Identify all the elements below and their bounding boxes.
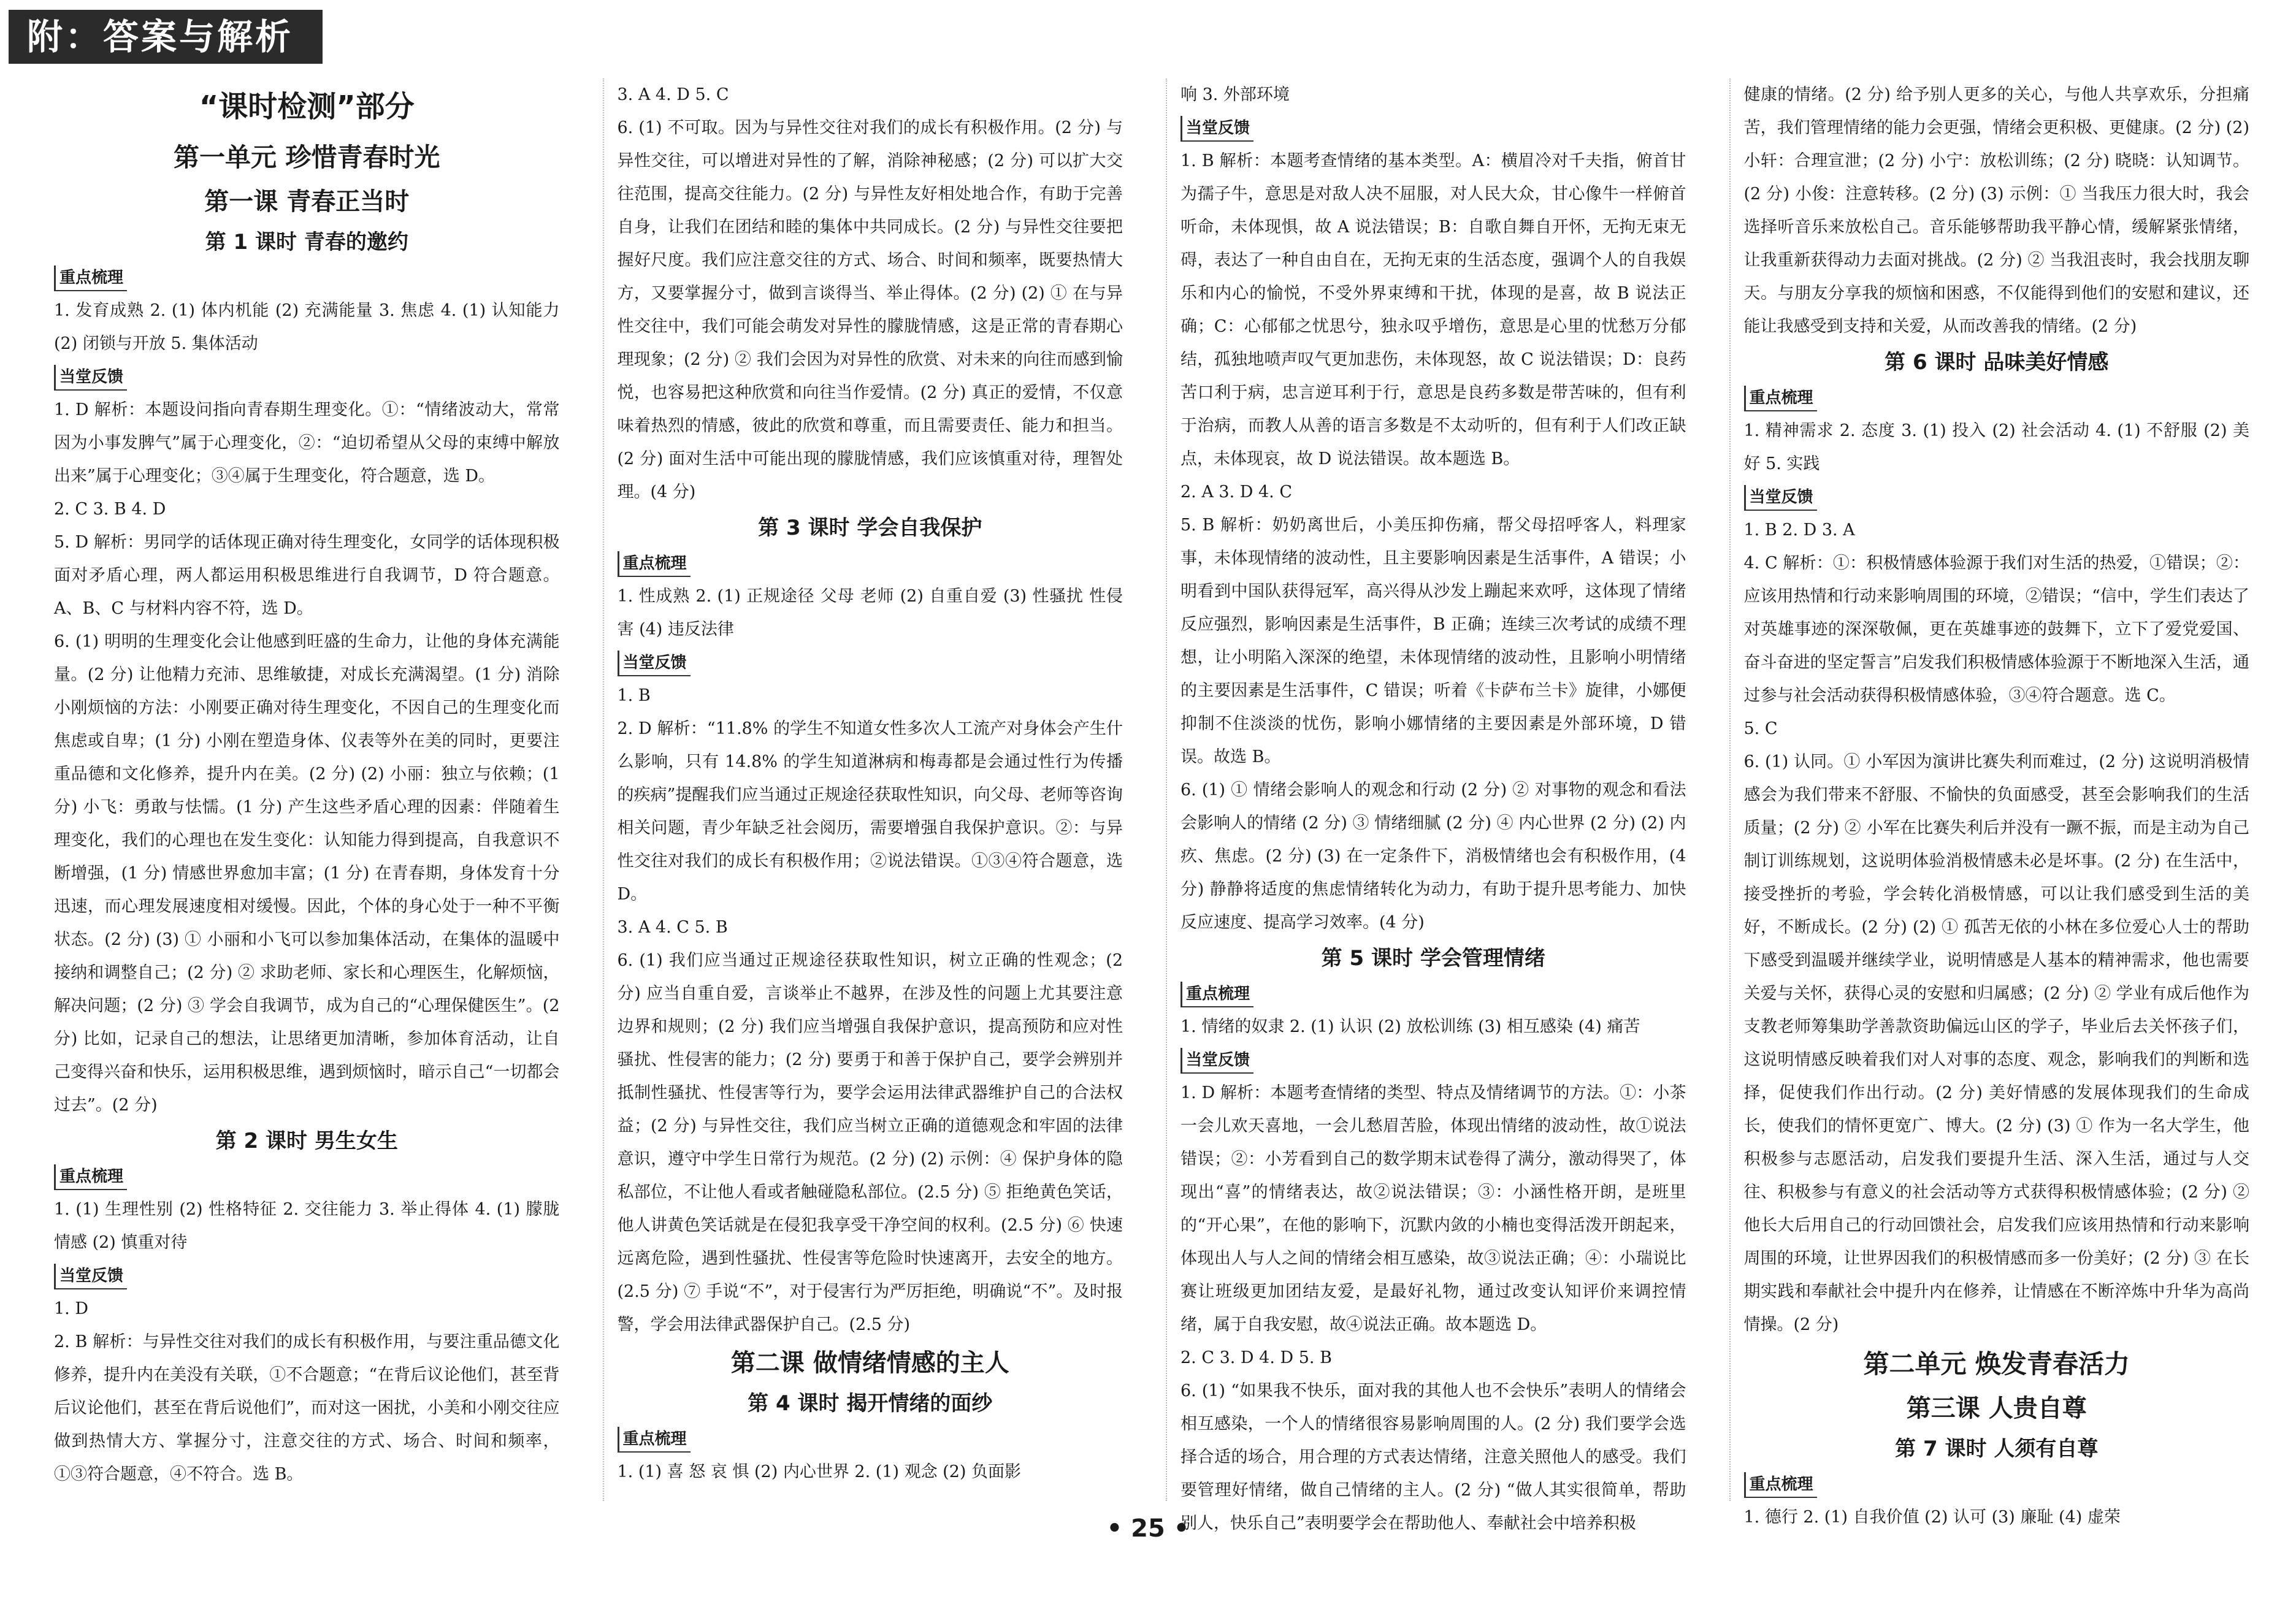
answer-paragraph: 6. (1) 不可取。因为与异性交往对我们的成长有积极作用。(2 分) 与异性交往，可以增进对异性的了解，消除神秘感；(2 分) 可以扩大交往范围，提高交往能力。(2 分) 与异性友好相处地合作，有助于完善自身，让我们在团结和睦的集体中共同成长。(2 分) 与异性交往要把握好尺度。我们应注意交往的方式、场合、时间和频率，既要热情大方，又要掌握分寸，做到言谈得当、举止得体。(2 分) (2) ① 在与异性交往中，我们可能会萌发对异性的朦胧情感，这是正常的青春期心理现象；(2 分) ② 我们会因为对异性的欣赏、对未来的向往而感到愉悦，也容易把这种欣赏和向往当作爱情。(2 分) 真正的爱情，不仅意味着热烈的情感，彼此的欣赏和尊重，而且需要责任、能力和担当。(2 分) 面对生活中可能出现的朦胧情感，我们应该慎重对待，理智处理。(4 分) bbox=[617, 118, 1123, 502]
lesson-heading: 第二课 做情绪情感的主人 bbox=[730, 1349, 1009, 1377]
section-label: 当堂反馈 bbox=[1181, 116, 1253, 142]
answer-paragraph: 3. A 4. C 5. B bbox=[617, 918, 728, 937]
section-label: 当堂反馈 bbox=[1744, 485, 1817, 511]
page-number: • 25 • bbox=[1106, 1514, 1190, 1543]
section-label: 当堂反馈 bbox=[54, 1264, 127, 1289]
answer-paragraph: 4. C 解析：①：积极情感体验源于我们对生活的热爱，①错误；②：应该用热情和行动来影响周围的环境，②错误；“信中，学生们表达了对英雄事迹的深深敬佩，更在英雄事迹的鼓舞下，立下了爱党爱国、奋斗奋进的坚定誓言”启发我们积极情感体验源于不断地深入生活，通过参与社会活动获得积极情感体验，③④符合题意。选 C。 bbox=[1743, 554, 2249, 705]
section-label: 当堂反馈 bbox=[1181, 1048, 1253, 1074]
section-label: 重点梳理 bbox=[1744, 1472, 1817, 1498]
answer-paragraph: 5. C bbox=[1743, 719, 1778, 738]
answer-paragraph: 2. B 解析：与异性交往对我们的成长有积极作用，与要注重品德文化修养，提升内在美没有关联，①不合题意；“在背后议论他们，甚至背后议论他们，甚至在背后说他们”，而对这一困扰，小美和小刚交往应做到热情大方、掌握分寸，注意交往的方式、场合、时间和频率，①③符合题意，④不符合。选 B。 bbox=[54, 1332, 560, 1484]
period-heading: 第 7 课时 人须有自尊 bbox=[1895, 1437, 2099, 1461]
answer-paragraph: 1. 性成熟 2. (1) 正规途径 父母 老师 (2) 自重自爱 (3) 性骚扰 性侵害 (4) 违反法律 bbox=[617, 587, 1123, 639]
period-heading: 第 4 课时 揭开情绪的面纱 bbox=[748, 1391, 993, 1416]
unit-heading: 第二单元 焕发青春活力 bbox=[1863, 1349, 2130, 1379]
answer-paragraph: 1. 德行 2. (1) 自我价值 (2) 认可 (3) 廉耻 (4) 虚荣 bbox=[1743, 1508, 2121, 1527]
section-label: 重点梳理 bbox=[1181, 982, 1253, 1007]
answer-paragraph: 2. A 3. D 4. C bbox=[1181, 483, 1292, 502]
period-heading: 第 2 课时 男生女生 bbox=[215, 1129, 398, 1153]
column-3 bbox=[1166, 78, 1686, 1533]
unit-heading: 第一单元 珍惜青春时光 bbox=[173, 142, 440, 172]
answer-paragraph: 1. D 解析：本题设问指向青春期生理变化。①：“情绪波动大，常常因为小事发脾气”属于心理变化，②：“迫切希望从父母的束缚中解放出来”属于心理变化；③④属于生理变化，符合题意，选 D。 bbox=[54, 400, 560, 486]
answer-paragraph: 5. B 解析：奶奶离世后，小美压抑伤痛，帮父母招呼客人，料理家事，未体现情绪的波动性，且主要影响因素是生活事件，A 错误；小明看到中国队获得冠军，高兴得从沙发上蹦起来欢呼，这体现了情绪反应强烈，影响因素是生活事件，B 正确；连续三次考试的成绩不理想，让小明陷入深深的绝望，未体现情绪的波动性，且影响小明情绪的主要因素是生活事件，C 错误；听着《卡萨布兰卡》旋律，小娜便抑制不住淡淡的忧伤，影响小娜情绪的主要因素是外部环境，D 错误。故选 B。 bbox=[1181, 516, 1686, 766]
answer-paragraph: 6. (1) ① 情绪会影响人的观念和行动 (2 分) ② 对事物的观念和看法会影响人的情绪 (2 分) ③ 情绪细腻 (2 分) ④ 内心世界 (2 分) (2) 内疚、焦虑。(2 分) (3) 在一定条件下，消极情绪也会有积极作用，(4 分) 静静将适度的焦虑情绪转化为动力，有助于提升思考能力、加快反应速度、提高学习效率。(4 分) bbox=[1181, 781, 1686, 932]
answers-banner: 附：答案与解析 bbox=[9, 10, 323, 64]
answer-paragraph: 1. (1) 喜 怒 哀 惧 (2) 内心世界 2. (1) 观念 (2) 负面影 bbox=[617, 1462, 1021, 1481]
answer-paragraph: 响 3. 外部环境 bbox=[1181, 85, 1290, 104]
lesson-heading: 第一课 青春正当时 bbox=[204, 188, 410, 216]
section-label: 重点梳理 bbox=[54, 1164, 127, 1190]
answer-paragraph: 3. A 4. D 5. C bbox=[617, 85, 729, 104]
section-label: 重点梳理 bbox=[1744, 386, 1817, 411]
answer-paragraph: 6. (1) “如果我不快乐，面对我的其他人也不会快乐”表明人的情绪会相互感染，一个人的情绪很容易影响周围的人。(2 分) 我们要学会选择合适的场合，用合理的方式表达情绪，注意关照他人的感受。我们要管理好情绪，做自己情绪的主人。(2 分) “做人其实很简单，帮助别人，快乐自己”表明要学会在帮助他人、奉献社会中培养积极 bbox=[1181, 1381, 1686, 1533]
period-heading: 第 5 课时 学会管理情绪 bbox=[1321, 946, 1545, 971]
answer-paragraph: 1. 发育成熟 2. (1) 体内机能 (2) 充满能量 3. 焦虑 4. (1) 认知能力 (2) 闭锁与开放 5. 集体活动 bbox=[54, 301, 560, 353]
period-heading: 第 6 课时 品味美好情感 bbox=[1885, 350, 2109, 375]
answer-paragraph: 1. 情绪的奴隶 2. (1) 认识 (2) 放松训练 (3) 相互感染 (4) 痛苦 bbox=[1181, 1017, 1640, 1036]
section-label: 当堂反馈 bbox=[54, 365, 127, 391]
answer-paragraph: 1. (1) 生理性别 (2) 性格特征 2. 交往能力 3. 举止得体 4. (1) 朦胧情感 (2) 慎重对待 bbox=[54, 1200, 560, 1252]
answer-page bbox=[54, 78, 2249, 1533]
answer-paragraph: 1. B 解析：本题考查情绪的基本类型。A：横眉冷对千夫指，俯首甘为孺子牛，意思是对敌人决不屈服，对人民大众，甘心像牛一样俯首听命，未体现惧，故 A 说法错误；B：自歌自舞自开怀，无拘无束无碍，表达了一种自由自在，无拘无束的生活态度，强调个人的自我娱乐和内心的愉悦，不受外界束缚和干扰，体现的是喜，故 B 说法正确；C：心郁郁之忧思兮，独永叹乎增伤，意思是心里的忧愁万分郁结，孤独地喷声叹气更加悲伤，未体现怒，故 C 说法错误；D：良药苦口利于病，忠言逆耳利于行，意思是良药多数是带苦味的，但有利于治病，而教人从善的语言多数是不太动听的，但有利于人们改正缺点，未体现哀，故 D 说法错误。故本题选 B。 bbox=[1181, 151, 1686, 468]
period-heading: 第 1 课时 青春的邀约 bbox=[205, 230, 408, 254]
answer-paragraph: 2. C 3. D 4. D 5. B bbox=[1181, 1348, 1332, 1367]
answer-paragraph: 1. D 解析：本题考查情绪的类型、特点及情绪调节的方法。①：小茶一会儿欢天喜地，一会儿愁眉苦脸，体现出情绪的波动性，故①说法错误；②：小芳看到自己的数学期末试卷得了满分，激动得哭了，体现出“喜”的情绪表达，故②说法错误；③：小涵性格开朗，是班里的“开心果”，在他的影响下，沉默内敛的小楠也变得活泼开朗起来，体现出人与人之间的情绪会相互感染，故③说法正确；④：小瑞说比赛让班级更加团结友爱，是最好礼物，通过改变认知评价来调控情绪，属于自我安慰，故④说法正确。故本题选 D。 bbox=[1181, 1083, 1686, 1334]
lesson-heading: 第三课 人贵自尊 bbox=[1906, 1394, 2087, 1423]
answer-paragraph: 1. D bbox=[54, 1299, 88, 1318]
section-label: 重点梳理 bbox=[618, 551, 691, 577]
section-title: “课时检测”部分 bbox=[199, 90, 415, 124]
section-label: 重点梳理 bbox=[54, 265, 127, 291]
column-2 bbox=[603, 78, 1123, 1501]
answer-paragraph: 2. D 解析：“11.8% 的学生不知道女性多次人工流产对身体会产生什么影响，只有 14.8% 的学生知道淋病和梅毒都是会通过性行为传播的疾病”提醒我们应当通过正规途径获取性知识，向父母、老师等咨询相关问题，青少年缺乏社会阅历，需要增强自我保护意识。②：与异性交往对我们的成长有积极作用；②说法错误。①③④符合题意，选 D。 bbox=[617, 719, 1123, 904]
answer-paragraph: 6. (1) 认同。① 小军因为演讲比赛失利而难过，(2 分) 这说明消极情感会为我们带来不舒服、不愉快的负面感受，甚至会影响我们的生活质量；(2 分) ② 小军在比赛失利后并没有一蹶不振，而是主动为自己制订训练规划，这说明体验消极情感未必是坏事。(2 分) 在生活中，接受挫折的考验，学会转化消极情感，可以让我们感受到生活的美好，不断成长。(2 分) (2) ① 孤苦无依的小林在多位爱心人士的帮助下感受到温暖并继续学业，说明情感是人基本的精神需求，他也需要关爱与关怀，获得心灵的安慰和归属感；(2 分) ② 学业有成后他作为支教老师筹集助学善款资助偏远山区的学子，毕业后去关怀孩子们，这说明情感反映着我们对人对事的态度、观念，影响我们的判断和选择，促使我们作出行动。(2 分) 美好情感的发展体现我们的生命成长，使我们的情怀更宽广、博大。(2 分) (3) ① 作为一名大学生，他积极参与志愿活动，启发我们要提升生活、深入生活，通过与人交往、积极参与有意义的社会活动等方式获得积极情感体验；(2 分) ② 他长大后用自己的行动回馈社会，启发我们应该用热情和行动来影响周围的环境，让世界因我们的积极情感而多一份美好；(2 分) ③ 在长期实践和奉献社会中提升内在修养，让情感在不断淬炼中升华为高尚情操。(2 分) bbox=[1743, 752, 2249, 1334]
section-label: 重点梳理 bbox=[618, 1427, 691, 1453]
answer-paragraph: 1. 精神需求 2. 态度 3. (1) 投入 (2) 社会活动 4. (1) 不舒服 (2) 美好 5. 实践 bbox=[1743, 421, 2249, 473]
answer-paragraph: 1. B 2. D 3. A bbox=[1743, 521, 1855, 540]
answer-paragraph: 健康的情绪。(2 分) 给予别人更多的关心，与他人共享欢乐，分担痛苦，我们管理情绪的能力会更强，情绪会更积极、更健康。(2 分) (2) 小轩：合理宣泄；(2 分) 小宁：放松训练；(2 分) 晓晓：认知调节。(2 分) 小俊：注意转移。(2 分) (3) 示例：① 当我压力很大时，我会选择听音乐来放松自己。音乐能够帮助我平静心情，缓解紧张情绪，让我重新获得动力去面对挑战。(2 分) ② 当我沮丧时，我会找朋友聊天。与朋友分享我的烦恼和困惑，不仅能得到他们的安慰和建议，还能让我感受到支持和关爱，从而改善我的情绪。(2 分) bbox=[1743, 85, 2249, 336]
column-1 bbox=[54, 78, 560, 1501]
answer-paragraph: 6. (1) 明明的生理变化会让他感到旺盛的生命力，让他的身体充满能量。(2 分) 让他精力充沛、思维敏捷，对成长充满渴望。(1 分) 消除小刚烦恼的方法：小刚要正确对待生理变化，不因自己的生理变化而焦虑或自卑；(1 分) 小刚在塑造身体、仪表等外在美的同时，更要注重品德和文化修养，提升内在美。(2 分) (2) 小丽：独立与依赖；(1 分) 小飞：勇敢与怯懦。(1 分) 产生这些矛盾心理的因素：伴随着生理变化，我们的心理也在发生变化：认知能力得到提高，自我意识不断增强，(1 分) 情感世界愈加丰富；(1 分) 在青春期，身体发育十分迅速，而心理发展速度相对缓慢。因此，个体的身心处于一种不平衡状态。(2 分) (3) ① 小丽和小飞可以参加集体活动，在集体的温暖中接纳和调整自己；(2 分) ② 求助老师、家长和心理医生，化解烦恼，解决问题；(2 分) ③ 学会自我调节，成为自己的“心理保健医生”。(2 分) 比如，记录自己的想法，让思绪更加清晰，参加体育活动，让自己变得兴奋和快乐，运用积极思维，遇到烦恼时，暗示自己“一切都会过去”。(2 分) bbox=[54, 632, 560, 1115]
answer-paragraph: 1. B bbox=[617, 686, 651, 705]
column-4 bbox=[1729, 78, 2250, 1527]
answer-paragraph: 2. C 3. B 4. D bbox=[54, 500, 166, 519]
period-heading: 第 3 课时 学会自我保护 bbox=[758, 516, 982, 540]
section-label: 当堂反馈 bbox=[618, 651, 691, 676]
answer-paragraph: 6. (1) 我们应当通过正规途径获取性知识，树立正确的性观念；(2 分) 应当自重自爱，言谈举止不越界，在涉及性的问题上尤其要注意边界和规则；(2 分) 我们应当增强自我保护意识，提高预防和应对性骚扰、性侵害的能力；(2 分) 要勇于和善于保护自己，要学会辨别并抵制性骚扰、性侵害等行为，要学会运用法律武器维护自己的合法权益；(2 分) 与异性交往，我们应当树立正确的道德观念和牢固的法律意识，遵守中学生日常行为规范。(2 分) (2) 示例：④ 保护身体的隐私部位，不让他人看或者触碰隐私部位。(2.5 分) ⑤ 拒绝黄色笑话，他人讲黄色笑话就是在侵犯我享受干净空间的权利。(2.5 分) ⑥ 快速远离危险，遇到性骚扰、性侵害等危险时快速离开，去安全的地方。(2.5 分) ⑦ 手说“不”，对于侵害行为严厉拒绝，明确说“不”。及时报警，学会用法律武器保护自己。(2.5 分) bbox=[617, 951, 1123, 1334]
answer-paragraph: 5. D 解析：男同学的话体现正确对待生理变化，女同学的话体现积极面对矛盾心理，两人都运用积极思维进行自我调节，D 符合题意。A、B、C 与材料内容不符，选 D。 bbox=[54, 533, 560, 618]
